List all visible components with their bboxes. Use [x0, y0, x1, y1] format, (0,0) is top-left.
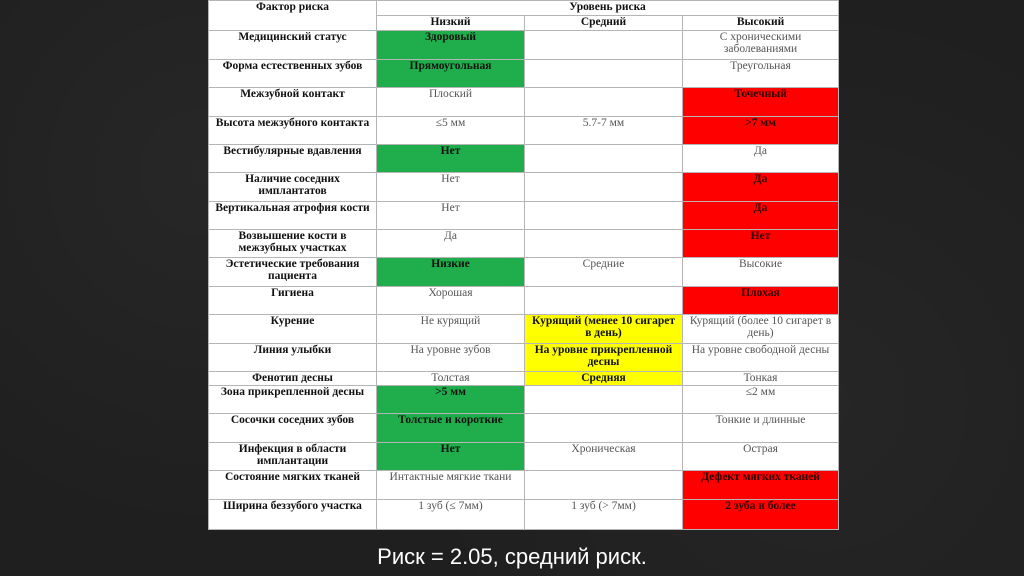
table-row [209, 88, 839, 116]
cell-medium [525, 230, 683, 258]
table-row [209, 144, 839, 172]
header-risk-level: Уровень риска [377, 1, 839, 16]
cell-low: Прямоугольная [377, 59, 525, 87]
cell-factor: Вертикальная атрофия кости [209, 201, 377, 229]
cell-medium [525, 471, 683, 499]
cell-factor: Высота межзубного контакта [209, 116, 377, 144]
cell-factor: Состояние мягких тканей [209, 471, 377, 499]
cell-low: Хорошая [377, 286, 525, 314]
cell-high: Тонкая [683, 371, 839, 385]
cell-low: Не курящий [377, 315, 525, 343]
cell-medium [525, 173, 683, 201]
cell-factor: Эстетические требования пациента [209, 258, 377, 286]
cell-low: Интактные мягкие ткани [377, 471, 525, 499]
cell-high: Да [683, 173, 839, 201]
header-factor: Фактор риска [209, 1, 377, 31]
cell-medium [525, 88, 683, 116]
table-row [209, 343, 839, 371]
table-row [209, 173, 839, 201]
cell-medium: Средняя [525, 371, 683, 385]
cell-low: ≤5 мм [377, 116, 525, 144]
cell-high: С хроническими заболеваниями [683, 31, 839, 59]
header-high: Высокий [683, 16, 839, 31]
cell-factor: Вестибулярные вдавления [209, 144, 377, 172]
table-row [209, 471, 839, 499]
cell-low: Здоровый [377, 31, 525, 59]
cell-high: Острая [683, 442, 839, 470]
cell-factor: Курение [209, 315, 377, 343]
risk-factor-table [208, 0, 839, 530]
cell-low: Плоский [377, 88, 525, 116]
cell-factor: Возвышение кости в межзубных участках [209, 230, 377, 258]
cell-factor: Гигиена [209, 286, 377, 314]
cell-low: 1 зуб (≤ 7мм) [377, 499, 525, 529]
cell-medium: Курящий (менее 10 сигарет в день) [525, 315, 683, 343]
table-row [209, 230, 839, 258]
cell-factor: Медицинский статус [209, 31, 377, 59]
table-row [209, 286, 839, 314]
cell-high: Плохая [683, 286, 839, 314]
table-row [209, 315, 839, 343]
cell-high: Точечный [683, 88, 839, 116]
cell-low: Низкие [377, 258, 525, 286]
cell-high: Высокие [683, 258, 839, 286]
cell-low: >5 мм [377, 386, 525, 414]
cell-low: Нет [377, 173, 525, 201]
cell-medium [525, 201, 683, 229]
table-row [209, 442, 839, 470]
cell-low: Толстая [377, 371, 525, 385]
cell-high: Да [683, 144, 839, 172]
cell-factor: Инфекция в области имплантации [209, 442, 377, 470]
cell-low: Да [377, 230, 525, 258]
cell-low: Нет [377, 442, 525, 470]
table-row [209, 414, 839, 442]
table-row [209, 386, 839, 414]
table-row [209, 31, 839, 59]
cell-factor: Сосочки соседних зубов [209, 414, 377, 442]
table-row [209, 116, 839, 144]
cell-factor: Ширина беззубого участка [209, 499, 377, 529]
cell-high: Нет [683, 230, 839, 258]
cell-high: Треугольная [683, 59, 839, 87]
table-row [209, 201, 839, 229]
header-medium: Средний [525, 16, 683, 31]
cell-medium: Средние [525, 258, 683, 286]
header-row-1 [209, 1, 839, 16]
cell-high: 2 зуба и более [683, 499, 839, 529]
cell-high: На уровне свободной десны [683, 343, 839, 371]
cell-low: На уровне зубов [377, 343, 525, 371]
cell-medium [525, 414, 683, 442]
table-row [209, 258, 839, 286]
cell-high: Курящий (более 10 сигарет в день) [683, 315, 839, 343]
cell-high: Дефект мягких тканей [683, 471, 839, 499]
risk-score-caption: Риск = 2.05, средний риск. [377, 544, 647, 569]
cell-factor: Форма естественных зубов [209, 59, 377, 87]
cell-medium [525, 386, 683, 414]
table-row [209, 59, 839, 87]
cell-medium [525, 59, 683, 87]
table-row [209, 499, 839, 529]
cell-low: Нет [377, 144, 525, 172]
table-row [209, 371, 839, 385]
cell-high: ≤2 мм [683, 386, 839, 414]
cell-high: Да [683, 201, 839, 229]
cell-medium: На уровне прикрепленной десны [525, 343, 683, 371]
cell-low: Нет [377, 201, 525, 229]
cell-factor: Линия улыбки [209, 343, 377, 371]
cell-factor: Фенотип десны [209, 371, 377, 385]
cell-medium: Хроническая [525, 442, 683, 470]
cell-medium [525, 144, 683, 172]
cell-high: Тонкие и длинные [683, 414, 839, 442]
cell-factor: Зона прикрепленной десны [209, 386, 377, 414]
cell-medium: 1 зуб (> 7мм) [525, 499, 683, 529]
cell-medium: 5.7-7 мм [525, 116, 683, 144]
cell-factor: Межзубной контакт [209, 88, 377, 116]
cell-medium [525, 286, 683, 314]
cell-high: >7 мм [683, 116, 839, 144]
header-low: Низкий [377, 16, 525, 31]
cell-low: Толстые и короткие [377, 414, 525, 442]
cell-factor: Наличие соседних имплантатов [209, 173, 377, 201]
cell-medium [525, 31, 683, 59]
